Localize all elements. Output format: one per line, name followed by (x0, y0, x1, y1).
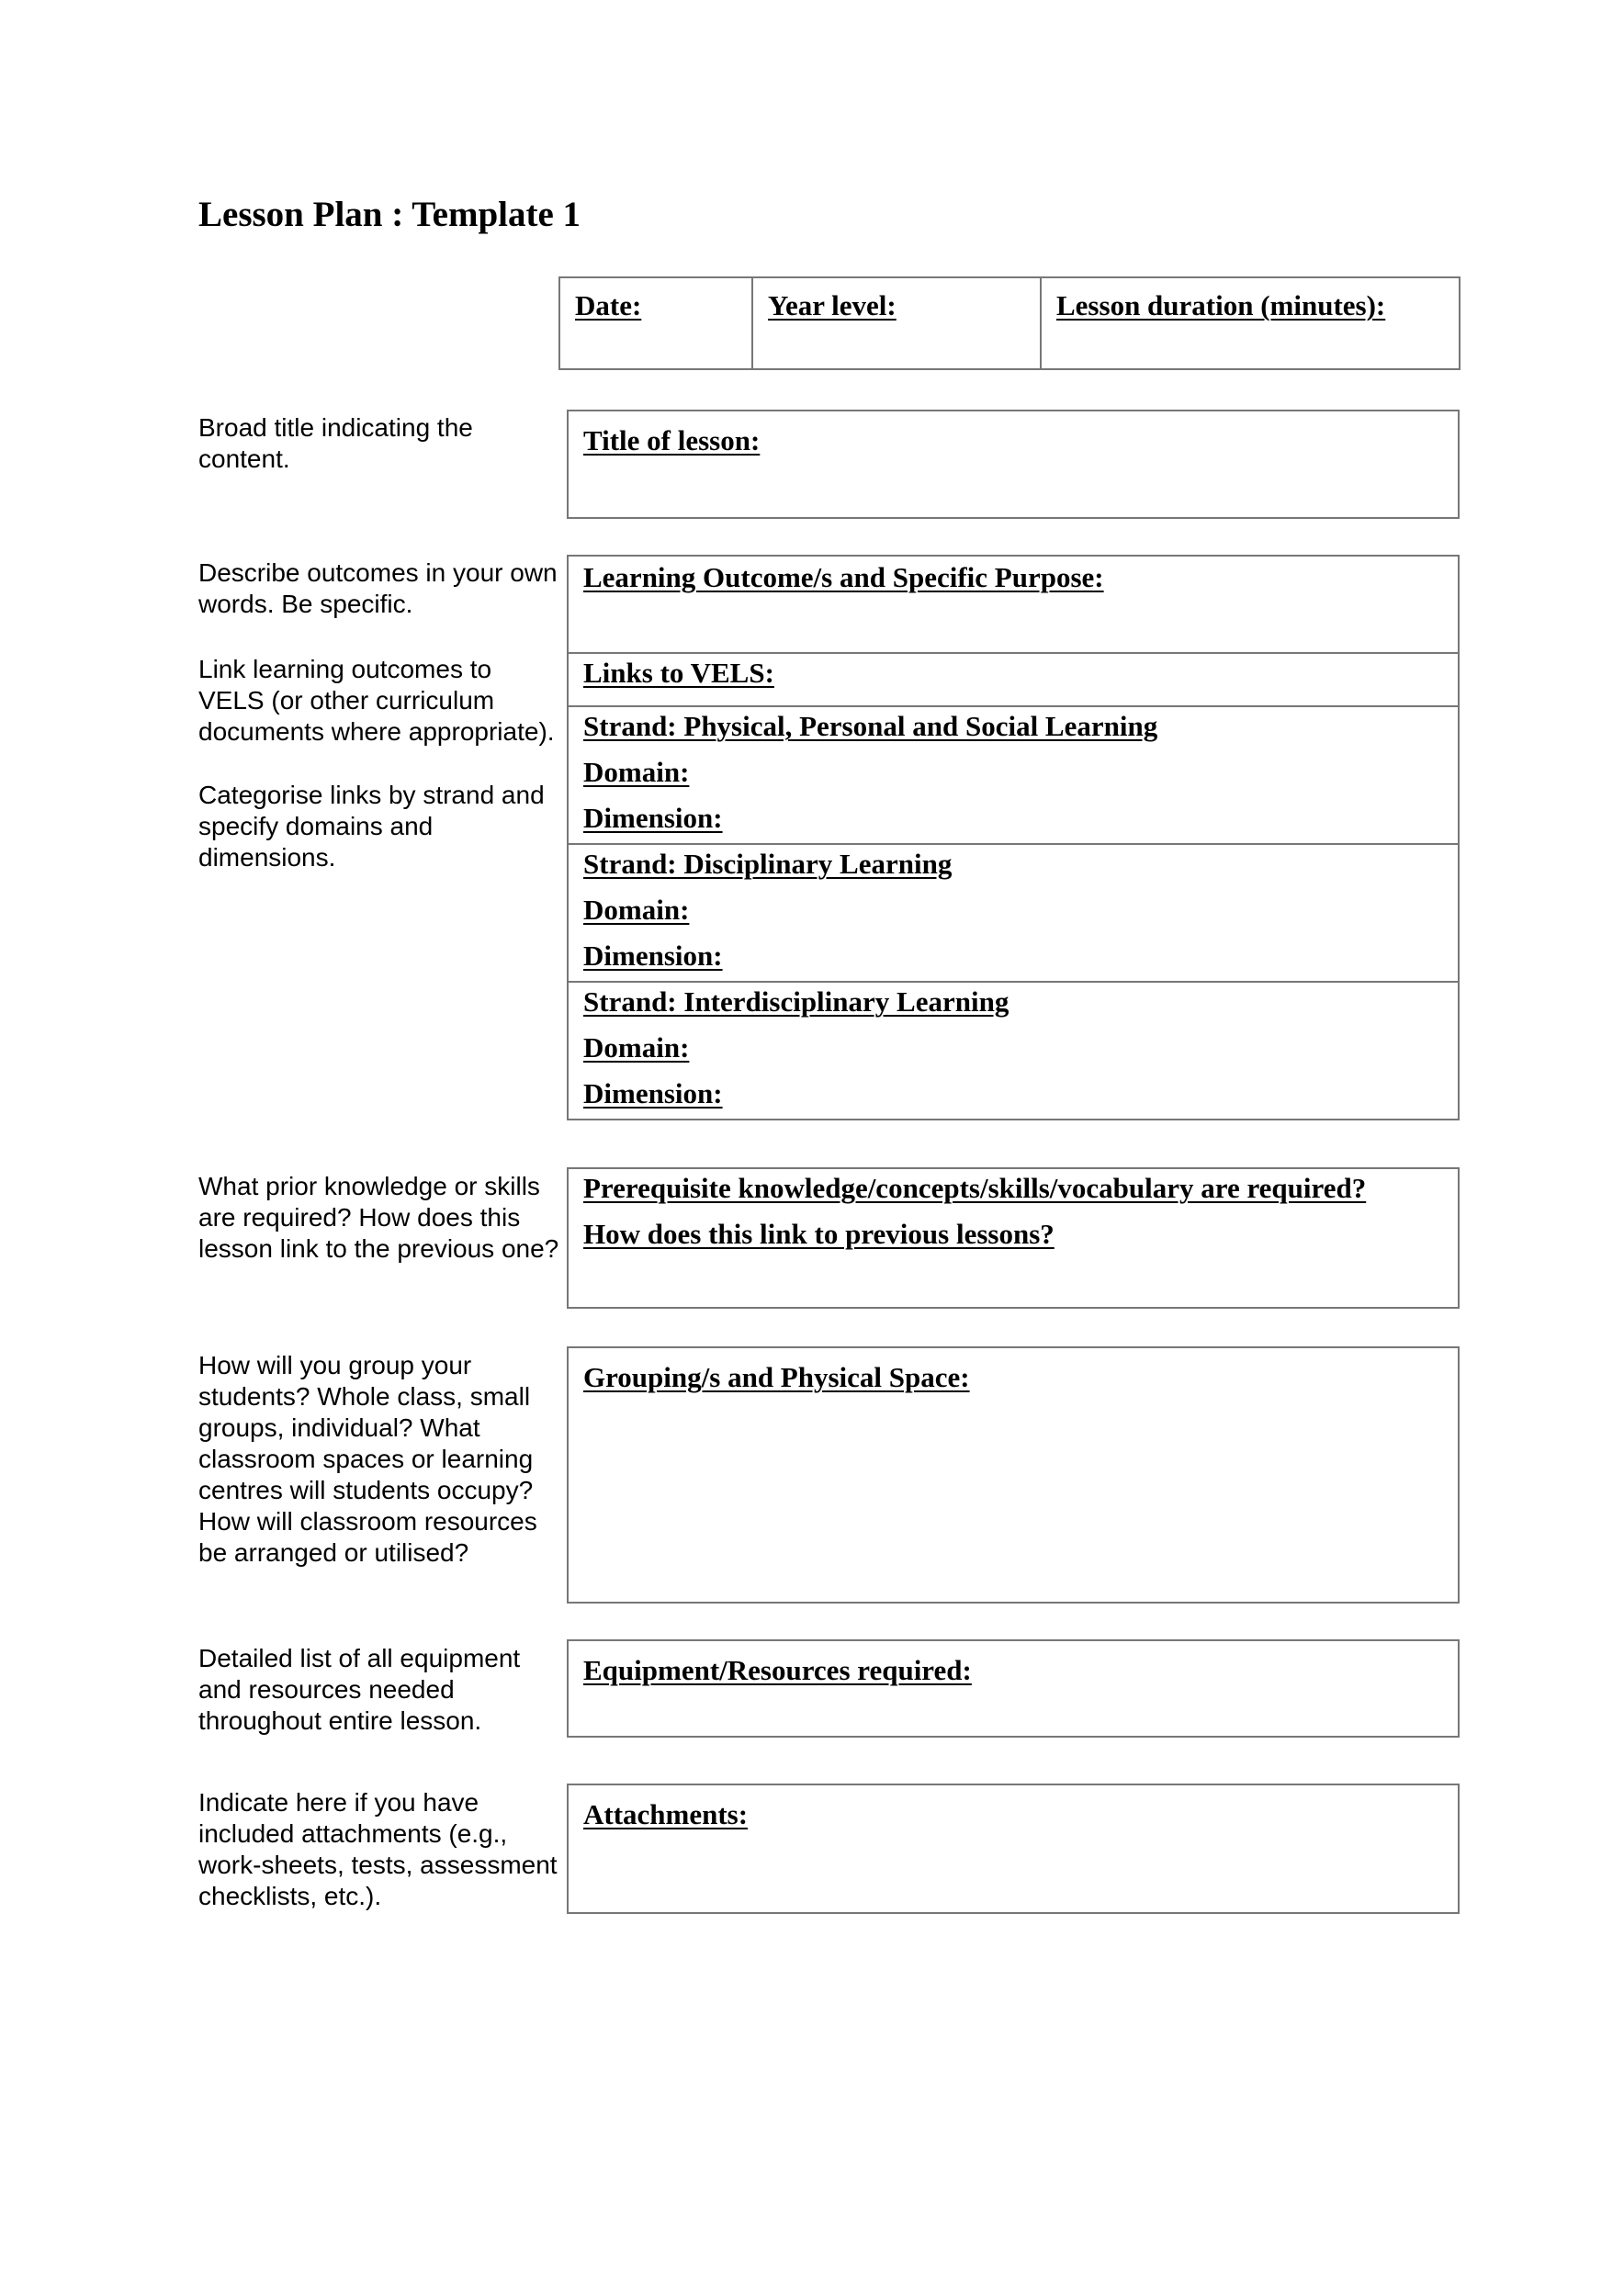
grouping-label: Grouping/s and Physical Space: (583, 1361, 970, 1393)
dimension-label: Dimension: (583, 802, 723, 834)
dimension-label: Dimension: (583, 940, 723, 972)
strand-section[interactable] (569, 707, 1458, 845)
grouping-box[interactable] (567, 1346, 1460, 1604)
learning-outcomes-label: Learning Outcome/s and Specific Purpose: (583, 561, 1104, 593)
domain-label: Domain: (583, 756, 690, 788)
page-title: Lesson Plan : Template 1 (198, 195, 581, 234)
prerequisite-label: Prerequisite knowledge/concepts/skills/vocabulary are required? (583, 1172, 1367, 1204)
strand-section[interactable] (569, 845, 1458, 983)
lesson-duration-field[interactable] (1042, 278, 1459, 368)
note-text: Broad title indicating the content. (198, 413, 473, 473)
note-text: Describe outcomes in your own words. Be specific. (198, 558, 558, 618)
note-title (198, 412, 561, 475)
date-field[interactable] (560, 278, 753, 368)
attachments-label: Attachments: (583, 1798, 749, 1830)
note-grouping (198, 1350, 561, 1569)
lesson-duration-label: Lesson duration (minutes): (1056, 289, 1386, 321)
note-equipment (198, 1643, 561, 1737)
note-text: What prior knowledge or skills are required? How does this lesson link to the previous one? (198, 1172, 559, 1263)
lesson-info-table (558, 276, 1460, 370)
date-label: Date: (575, 289, 642, 321)
note-text: Indicate here if you have included attachments (e.g., work-sheets, tests, assessment checklists, etc.). (198, 1788, 558, 1910)
strand-label: Strand: Disciplinary Learning (583, 848, 953, 880)
note-outcomes (198, 557, 561, 873)
strand-label: Strand: Interdisciplinary Learning (583, 985, 1009, 1018)
dimension-label: Dimension: (583, 1077, 723, 1109)
note-prior (198, 1171, 561, 1265)
strand-label: Strand: Physical, Personal and Social Learning (583, 710, 1158, 742)
domain-label: Domain: (583, 894, 690, 926)
title-of-lesson-box[interactable] (567, 410, 1460, 519)
previous-lessons-label: How does this link to previous lessons? (583, 1218, 1054, 1250)
links-to-vels-section[interactable] (569, 654, 1458, 707)
note-attachments (198, 1787, 561, 1912)
strand-section[interactable] (569, 983, 1458, 1119)
note-text: Link learning outcomes to VELS (or other curriculum documents where appropriate). (198, 655, 555, 746)
learning-outcomes-section[interactable] (569, 557, 1458, 654)
learning-outcomes-table (567, 555, 1460, 1120)
attachments-box[interactable] (567, 1784, 1460, 1914)
note-text: Categorise links by strand and specify domains and dimensions. (198, 781, 545, 872)
equipment-box[interactable] (567, 1639, 1460, 1738)
year-level-label: Year level: (768, 289, 897, 321)
links-to-vels-label: Links to VELS: (583, 657, 774, 689)
equipment-label: Equipment/Resources required: (583, 1654, 972, 1686)
year-level-field[interactable] (753, 278, 1042, 368)
note-text: Detailed list of all equipment and resources needed throughout entire lesson. (198, 1644, 521, 1735)
title-of-lesson-label: Title of lesson: (583, 424, 761, 456)
domain-label: Domain: (583, 1031, 690, 1064)
note-text: How will you group your students? Whole class, small groups, individual? What classroom spaces or learning centres will students occupy? How will classroom resources be arranged or utilised? (198, 1351, 537, 1567)
prerequisite-box[interactable] (567, 1167, 1460, 1309)
